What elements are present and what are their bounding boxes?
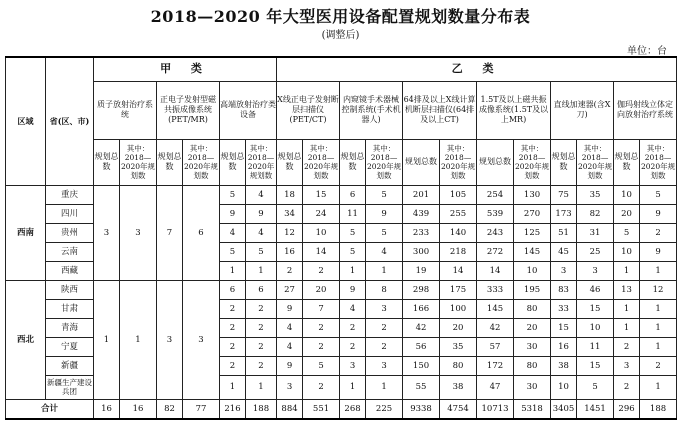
sub-header-plan: 其中：2018—2020年规划数: [440, 139, 477, 185]
value-cell: 2: [220, 356, 246, 375]
value-cell: 9: [277, 356, 303, 375]
value-cell: 38: [551, 356, 577, 375]
value-cell: 9: [220, 204, 246, 223]
total-value-cell: 188: [640, 399, 677, 419]
value-cell: 1: [220, 261, 246, 280]
province-cell: 四川: [46, 204, 94, 223]
value-cell: 55: [403, 375, 440, 399]
value-cell: 2: [220, 337, 246, 356]
value-cell: 1: [614, 261, 640, 280]
equipment-header: X线正电子发射断层扫描仪(PET/CT): [277, 81, 340, 139]
value-cell: 4: [220, 223, 246, 242]
total-value-cell: 77: [183, 399, 220, 419]
value-cell: 20: [440, 318, 477, 337]
province-cell: 宁夏: [46, 337, 94, 356]
merged-value-cell: 3: [120, 185, 157, 280]
value-cell: 45: [551, 242, 577, 261]
value-cell: 1: [640, 375, 677, 399]
value-cell: 9: [640, 242, 677, 261]
value-cell: 6: [340, 185, 366, 204]
value-cell: 298: [403, 280, 440, 299]
value-cell: 82: [577, 204, 614, 223]
table-row: [6, 185, 677, 204]
value-cell: 1: [614, 318, 640, 337]
value-cell: 34: [277, 204, 303, 223]
header-group-a: 甲 类: [94, 57, 277, 81]
value-cell: 16: [277, 242, 303, 261]
value-cell: 233: [403, 223, 440, 242]
value-cell: 56: [403, 337, 440, 356]
value-cell: 30: [514, 375, 551, 399]
value-cell: 20: [303, 280, 340, 299]
value-cell: 2: [246, 299, 277, 318]
value-cell: 5: [246, 242, 277, 261]
equipment-header: 伽玛射线立体定向放射治疗系统: [614, 81, 677, 139]
equipment-header: 正电子发射型磁共振成像系统(PET/MR): [157, 81, 220, 139]
value-cell: 20: [514, 318, 551, 337]
merged-value-cell: 1: [120, 280, 157, 399]
value-cell: 3: [277, 375, 303, 399]
equipment-header: 内窥镜手术器械控制系统(手术机器人): [340, 81, 403, 139]
header-province: 省(区、市): [46, 57, 94, 185]
value-cell: 255: [440, 204, 477, 223]
total-value-cell: 4754: [440, 399, 477, 419]
value-cell: 20: [614, 204, 640, 223]
value-cell: 5: [366, 185, 403, 204]
value-cell: 33: [551, 299, 577, 318]
page-title: 2018—2020 年大型医用设备配置规划数量分布表: [150, 7, 531, 26]
region-cell: 西北: [6, 280, 46, 399]
equipment-distribution-table: [5, 56, 677, 420]
value-cell: 1: [366, 375, 403, 399]
value-cell: 1: [220, 375, 246, 399]
header-group-b: 乙 类: [277, 57, 677, 81]
value-cell: 31: [577, 223, 614, 242]
value-cell: 2: [366, 337, 403, 356]
value-cell: 25: [577, 242, 614, 261]
value-cell: 150: [403, 356, 440, 375]
value-cell: 2: [220, 318, 246, 337]
province-cell: 贵州: [46, 223, 94, 242]
value-cell: 5: [340, 242, 366, 261]
total-value-cell: 1451: [577, 399, 614, 419]
sub-header-total: 规划总数: [220, 139, 246, 185]
value-cell: 1: [640, 337, 677, 356]
value-cell: 5: [340, 223, 366, 242]
total-value-cell: 884: [277, 399, 303, 419]
value-cell: 539: [477, 204, 514, 223]
value-cell: 9: [246, 204, 277, 223]
value-cell: 5: [303, 356, 340, 375]
value-cell: 10: [303, 223, 340, 242]
equipment-header: 1.5T及以上磁共振成像系统(1.5T及以上MR): [477, 81, 551, 139]
value-cell: 5: [640, 185, 677, 204]
value-cell: 2: [640, 356, 677, 375]
value-cell: 6: [246, 280, 277, 299]
equipment-header: 质子放射治疗系统: [94, 81, 157, 139]
value-cell: 24: [303, 204, 340, 223]
value-cell: 1: [246, 261, 277, 280]
merged-value-cell: 3: [94, 185, 120, 280]
value-cell: 35: [440, 337, 477, 356]
value-cell: 2: [303, 375, 340, 399]
value-cell: 14: [440, 261, 477, 280]
value-cell: 2: [277, 261, 303, 280]
value-cell: 2: [303, 261, 340, 280]
table-row: [6, 280, 677, 299]
value-cell: 12: [277, 223, 303, 242]
province-cell: 新疆生产建设兵团: [46, 375, 94, 399]
value-cell: 3: [551, 261, 577, 280]
value-cell: 4: [277, 318, 303, 337]
value-cell: 16: [551, 337, 577, 356]
total-value-cell: 268: [340, 399, 366, 419]
value-cell: 7: [303, 299, 340, 318]
value-cell: 1: [366, 261, 403, 280]
value-cell: 125: [514, 223, 551, 242]
value-cell: 140: [440, 223, 477, 242]
sub-header-plan: 其中：2018—2020年规划数: [183, 139, 220, 185]
value-cell: 243: [477, 223, 514, 242]
value-cell: 42: [477, 318, 514, 337]
value-cell: 42: [403, 318, 440, 337]
merged-value-cell: 7: [157, 185, 183, 280]
value-cell: 18: [277, 185, 303, 204]
value-cell: 172: [477, 356, 514, 375]
province-cell: 甘肃: [46, 299, 94, 318]
value-cell: 2: [246, 337, 277, 356]
value-cell: 2: [303, 318, 340, 337]
total-row: [6, 399, 677, 419]
value-cell: 3: [577, 261, 614, 280]
value-cell: 10: [614, 242, 640, 261]
value-cell: 145: [514, 242, 551, 261]
value-cell: 80: [514, 356, 551, 375]
province-cell: 新疆: [46, 356, 94, 375]
total-value-cell: 188: [246, 399, 277, 419]
sub-header-total: 规划总数: [94, 139, 120, 185]
province-cell: 云南: [46, 242, 94, 261]
value-cell: 6: [220, 280, 246, 299]
sub-header-plan: 其中：2018—2020年规划数: [640, 139, 677, 185]
value-cell: 46: [577, 280, 614, 299]
value-cell: 2: [614, 375, 640, 399]
value-cell: 4: [340, 299, 366, 318]
value-cell: 15: [577, 356, 614, 375]
value-cell: 1: [640, 318, 677, 337]
value-cell: 1: [614, 299, 640, 318]
value-cell: 2: [340, 337, 366, 356]
value-cell: 1: [640, 261, 677, 280]
province-cell: 青海: [46, 318, 94, 337]
equipment-header: 高端放射治疗类设备: [220, 81, 277, 139]
value-cell: 9: [366, 204, 403, 223]
page-subtitle: (调整后): [321, 30, 360, 41]
value-cell: 4: [246, 223, 277, 242]
sub-header-plan: 其中：2018—2020年规划数: [246, 139, 277, 185]
province-cell: 西藏: [46, 261, 94, 280]
equipment-header: 直线加速器(含X刀): [551, 81, 614, 139]
total-value-cell: 10713: [477, 399, 514, 419]
value-cell: 11: [340, 204, 366, 223]
value-cell: 3: [366, 356, 403, 375]
value-cell: 11: [577, 337, 614, 356]
value-cell: 9: [640, 204, 677, 223]
value-cell: 15: [303, 185, 340, 204]
value-cell: 5: [577, 375, 614, 399]
sub-header-total: 规划总数: [551, 139, 577, 185]
value-cell: 19: [403, 261, 440, 280]
value-cell: 2: [366, 318, 403, 337]
value-cell: 5: [614, 223, 640, 242]
value-cell: 57: [477, 337, 514, 356]
value-cell: 272: [477, 242, 514, 261]
sub-header-plan: 其中：2018—2020年规划数: [366, 139, 403, 185]
sub-header-plan: 其中：2018—2020年规划数: [514, 139, 551, 185]
province-cell: 重庆: [46, 185, 94, 204]
total-value-cell: 296: [614, 399, 640, 419]
value-cell: 3: [366, 299, 403, 318]
value-cell: 4: [246, 185, 277, 204]
value-cell: 13: [614, 280, 640, 299]
value-cell: 1: [640, 299, 677, 318]
value-cell: 2: [340, 318, 366, 337]
value-cell: 130: [514, 185, 551, 204]
value-cell: 201: [403, 185, 440, 204]
total-value-cell: 225: [366, 399, 403, 419]
merged-value-cell: 6: [183, 185, 220, 280]
value-cell: 10: [514, 261, 551, 280]
value-cell: 3: [340, 356, 366, 375]
sub-header-plan: 其中：2018—2020年规划数: [120, 139, 157, 185]
total-value-cell: 216: [220, 399, 246, 419]
value-cell: 145: [477, 299, 514, 318]
value-cell: 100: [440, 299, 477, 318]
value-cell: 8: [366, 280, 403, 299]
merged-value-cell: 1: [94, 280, 120, 399]
total-value-cell: 551: [303, 399, 340, 419]
value-cell: 10: [551, 375, 577, 399]
value-cell: 270: [514, 204, 551, 223]
value-cell: 12: [640, 280, 677, 299]
value-cell: 2: [614, 337, 640, 356]
value-cell: 254: [477, 185, 514, 204]
equipment-header: 64排及以上X线计算机断层扫描仪(64排及以上CT): [403, 81, 477, 139]
sub-header-total: 规划总数: [403, 139, 440, 185]
total-value-cell: 5318: [514, 399, 551, 419]
value-cell: 38: [440, 375, 477, 399]
sub-header-total: 规划总数: [277, 139, 303, 185]
value-cell: 47: [477, 375, 514, 399]
value-cell: 5: [220, 242, 246, 261]
value-cell: 5: [366, 223, 403, 242]
value-cell: 10: [614, 185, 640, 204]
value-cell: 195: [514, 280, 551, 299]
value-cell: 30: [514, 337, 551, 356]
value-cell: 2: [246, 356, 277, 375]
value-cell: 27: [277, 280, 303, 299]
value-cell: 1: [340, 375, 366, 399]
value-cell: 4: [277, 337, 303, 356]
value-cell: 105: [440, 185, 477, 204]
sub-header-plan: 其中：2018—2020年规划数: [577, 139, 614, 185]
header-region: 区域: [6, 57, 46, 185]
total-value-cell: 16: [94, 399, 120, 419]
value-cell: 83: [551, 280, 577, 299]
value-cell: 173: [551, 204, 577, 223]
total-value-cell: 82: [157, 399, 183, 419]
value-cell: 2: [640, 223, 677, 242]
value-cell: 15: [577, 299, 614, 318]
value-cell: 175: [440, 280, 477, 299]
value-cell: 80: [440, 356, 477, 375]
value-cell: 14: [477, 261, 514, 280]
value-cell: 300: [403, 242, 440, 261]
value-cell: 3: [614, 356, 640, 375]
merged-value-cell: 3: [183, 280, 220, 399]
value-cell: 9: [340, 280, 366, 299]
value-cell: 9: [277, 299, 303, 318]
value-cell: 1: [246, 375, 277, 399]
total-value-cell: 9338: [403, 399, 440, 419]
value-cell: 35: [577, 185, 614, 204]
unit-label: 单位：台: [627, 46, 667, 57]
value-cell: 333: [477, 280, 514, 299]
value-cell: 14: [303, 242, 340, 261]
value-cell: 2: [220, 299, 246, 318]
total-value-cell: 16: [120, 399, 157, 419]
sub-header-total: 规划总数: [340, 139, 366, 185]
value-cell: 15: [551, 318, 577, 337]
value-cell: 80: [514, 299, 551, 318]
value-cell: 218: [440, 242, 477, 261]
total-label: 合计: [6, 399, 94, 419]
sub-header-total: 规划总数: [477, 139, 514, 185]
sub-header-plan: 其中：2018—2020年规划数: [303, 139, 340, 185]
sub-header-total: 规划总数: [614, 139, 640, 185]
value-cell: 2: [246, 318, 277, 337]
value-cell: 51: [551, 223, 577, 242]
merged-value-cell: 3: [157, 280, 183, 399]
region-cell: 西南: [6, 185, 46, 280]
value-cell: 166: [403, 299, 440, 318]
value-cell: 10: [577, 318, 614, 337]
province-cell: 陕西: [46, 280, 94, 299]
value-cell: 2: [303, 337, 340, 356]
value-cell: 1: [340, 261, 366, 280]
sub-header-total: 规划总数: [157, 139, 183, 185]
value-cell: 5: [220, 185, 246, 204]
value-cell: 439: [403, 204, 440, 223]
value-cell: 4: [366, 242, 403, 261]
total-value-cell: 3405: [551, 399, 577, 419]
value-cell: 75: [551, 185, 577, 204]
